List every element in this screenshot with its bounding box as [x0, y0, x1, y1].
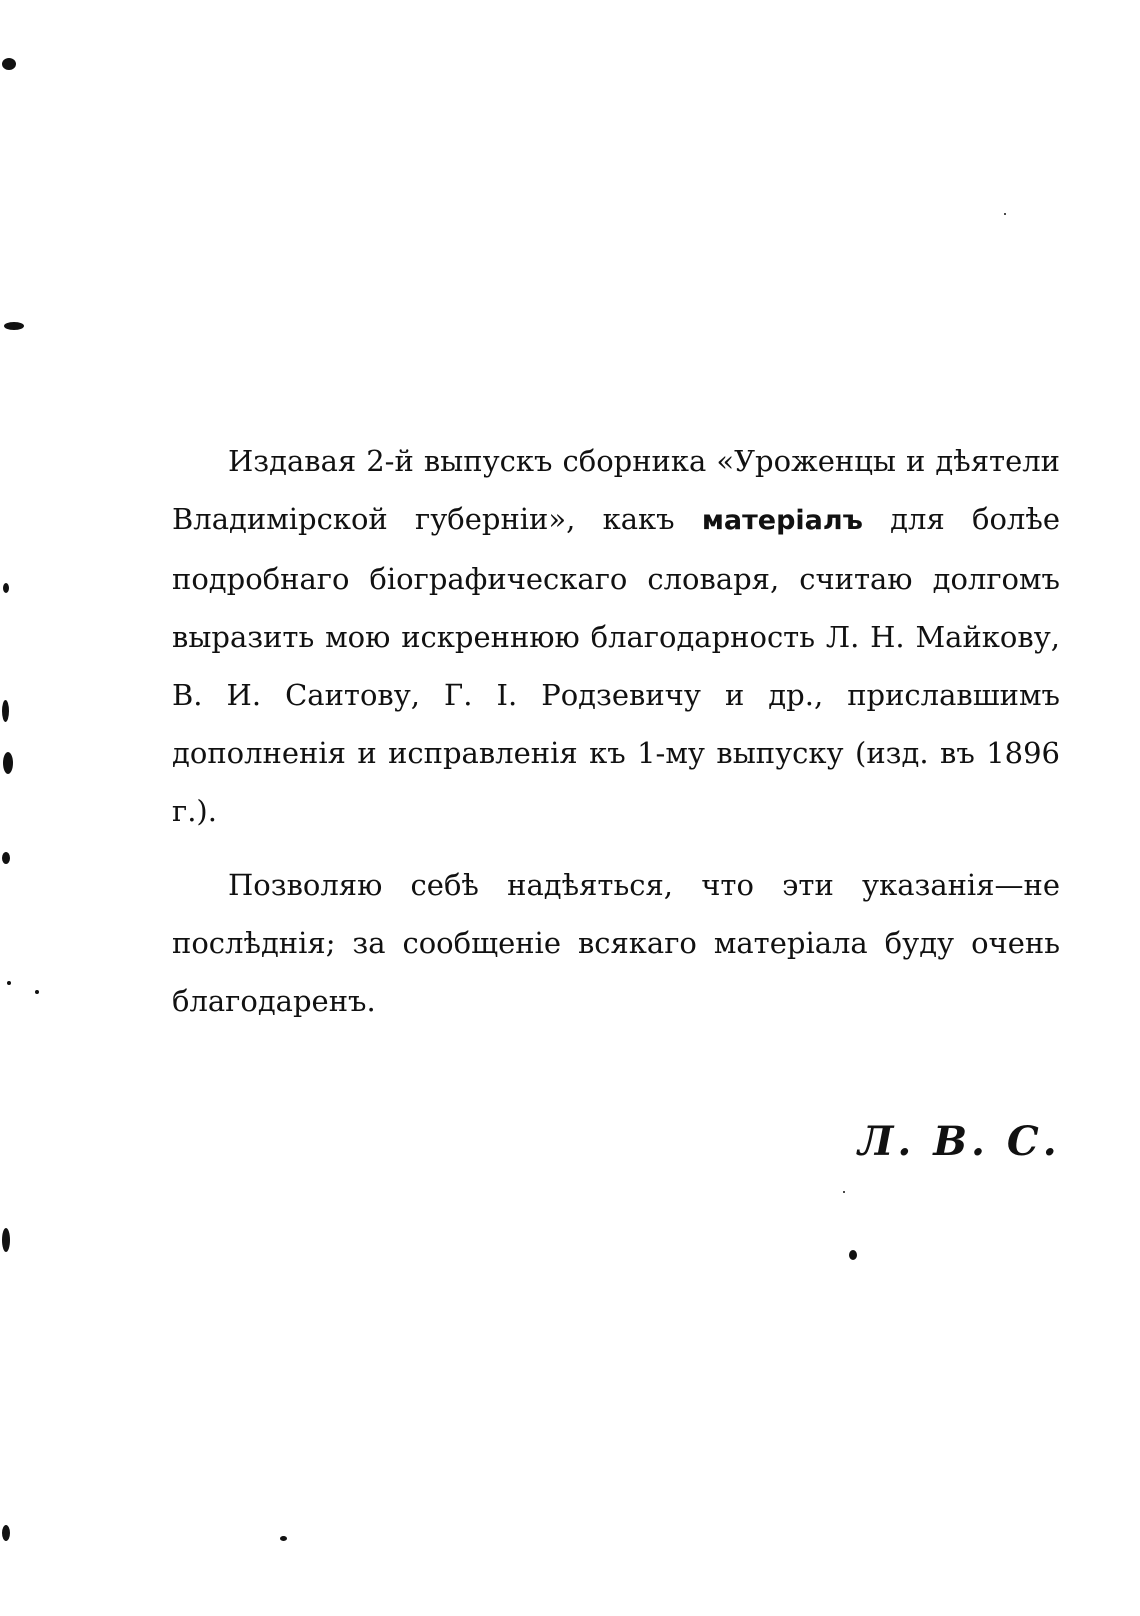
- scan-speck: [2, 1525, 10, 1541]
- scan-speck: [35, 990, 39, 994]
- scan-speck: [4, 322, 24, 330]
- paragraph-1-bold-word: матеріалъ: [701, 505, 863, 536]
- scan-speck: [2, 852, 10, 864]
- paragraph-1-text-start: Издавая 2-й выпускъ сборника «Уроженцы и дѣятели Владимірской губерніи», какъ: [172, 444, 1060, 536]
- scan-speck: [2, 58, 16, 70]
- paragraph-request: Позволяю себѣ надѣяться, что эти указанія—не послѣднія; за сообщеніе всякаго матеріала буду очень благодаренъ.: [172, 868, 1060, 1018]
- scan-speck: [280, 1536, 287, 1541]
- scan-speck: [3, 583, 9, 593]
- body-text: [172, 432, 1060, 1046]
- scan-speck: [2, 700, 9, 722]
- scan-speck: [843, 1191, 845, 1193]
- scan-speck: [7, 981, 11, 985]
- scan-speck: [1004, 213, 1006, 215]
- scan-speck: [849, 1250, 857, 1260]
- scan-speck: [3, 752, 13, 774]
- signature-initials: Л. В. С.: [858, 1118, 1061, 1165]
- scan-speck: [2, 1228, 10, 1252]
- paragraph-1-text-end: для болѣе подробнаго біографическаго словаря, считаю долгомъ выразить мою искреннюю благодарность Л. Н. Майкову, В. И. Саитову, Г. І. Родзевичу и др., приславшимъ дополненія и исправленія къ 1-му выпуску (изд. въ 1896 г.).: [172, 502, 1060, 828]
- paragraph-acknowledgement: [172, 432, 1060, 840]
